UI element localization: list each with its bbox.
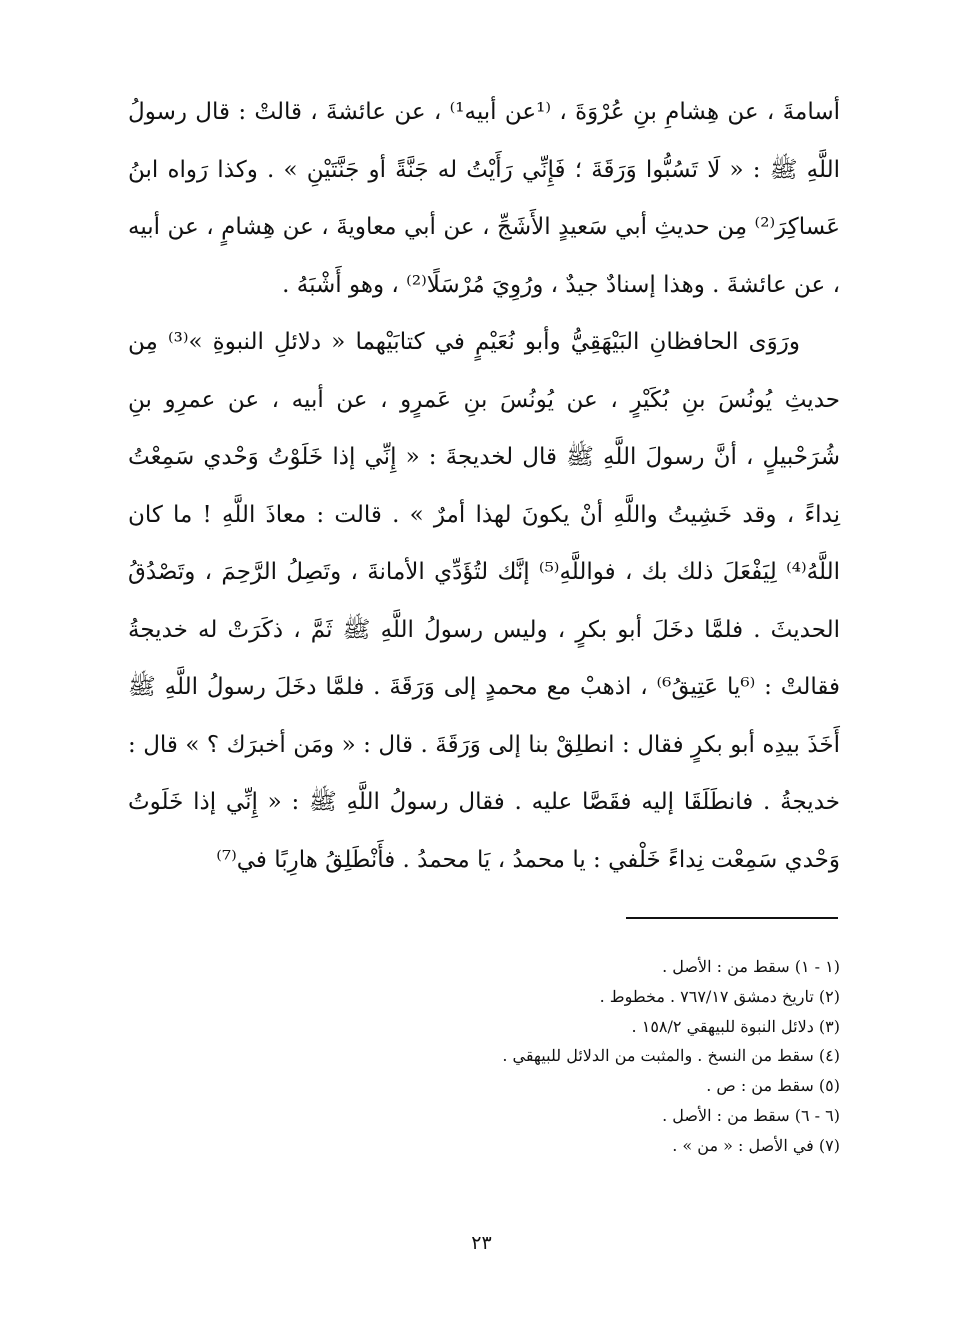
footnote-6: (٦ - ٦) سقط من : الأصل . [662,1105,840,1125]
main-text [128,84,840,889]
footnote-divider [626,917,838,919]
footnote-7: (٧) في الأصل : « من » . [672,1135,840,1155]
footnote-4: (٤) سقط من النسخ . والمثبت من الدلائل للبيهقي . [502,1046,840,1066]
footnote-3: (٣) دلائل النبوة للبيهقي ١٥٨/٢ . [631,1016,840,1036]
page-number: ٢٣ [471,1232,492,1254]
footnotes-list [300,952,840,1161]
footnote-1: (١ - ١) سقط من : الأصل . [662,957,840,976]
paragraph-2: ورَوَى الحافظانِ البَيْهَقِيُّ وأبو نُعَيْمٍ في كتابَيْهما « دلائلِ النبوةِ »⁽³⁾ مِن حديثِ يُونُسَ بنِ بُكَيْرٍ ، عن يُونُسَ بنِ عَمرٍو ، عن أبيه ، عن عمرِو بنِ شُرَحْبيلٍ ، أنَّ رسولَ اللَّهِ ﷺ قال لخديجةَ : « إِنِّي إذا خَلَوْتُ وَحْدي سَمِعْتُ نِداءً ، وقد خَشِيتُ واللَّهِ أنْ يكونَ لهذا أمرٌ » . قالت : معاذَ اللَّهِ ! ما كان اللَّهُ⁽⁴⁾ لِيَفْعَلَ ذلك بك ، فواللَّهِ⁽⁵⁾ إنَّك لتُؤَدِّي الأمانةَ ، وتَصِلُ الرَّحِمَ ، وتَصْدُقُ الحديثَ . فلمَّا دخَلَ أبو بكرٍ ، وليس رسولُ اللَّهِ ﷺ ثَمَّ ، ذكَرَتْ له خديجةُ فقالتْ : ⁽⁶يا عَتِيقُ⁶⁾ ، اذهبْ مع محمدٍ إلى وَرَقَةَ . فلمَّا دخَلَ رسولُ اللَّهِ ﷺ أَخَذَ بيدِه أبو بكرٍ فقال : انطلِقْ بنا إلى وَرَقَةَ . قال : « ومَن أخبرَك ؟ » قال : خديجةُ . فانطَلَقَا إليه فقَصَّا عليه . فقال رسولُ اللَّهِ ﷺ : « إِنِّي إذا خَلَوتُ وَحْدي سَمِعْت نِداءً خَلْفي : يا محمدُ ، يَا محمدُ . فأَنْطَلِقُ هارِبًا في⁽⁷⁾ [128,329,840,873]
footnote-5: (٥) سقط من : ص . [706,1076,840,1096]
footnote-2: (٢) تاريخ دمشق ٧٦٧/١٧ . مخطوط . [599,986,840,1006]
paragraph-1: أسامةَ ، عن هِشامِ بنِ عُرْوَةَ ، ⁽¹عن أبيه¹⁾ ، عن عائشةَ ، قالتْ : قال رسولُ اللَّهِ ﷺ : « لَا تَسُبُّوا وَرَقَةَ ؛ فَإِنِّي رَأَيْتُ له جَنَّةً أو جَنَّتَيْنِ » . وكذا رَواه ابنُ عَساكِرَ⁽²⁾ مِن حديثِ أبي سَعيدٍ الأَشَجِّ ، عن أبي معاويةَ ، عن هِشامٍ ، عن أبيه ، عن عائشةَ . وهذا إسنادٌ جيدٌ ، ورُوِيَ مُرْسَلًا⁽²⁾ ، وهو أَشْبَهُ . [128,99,840,298]
